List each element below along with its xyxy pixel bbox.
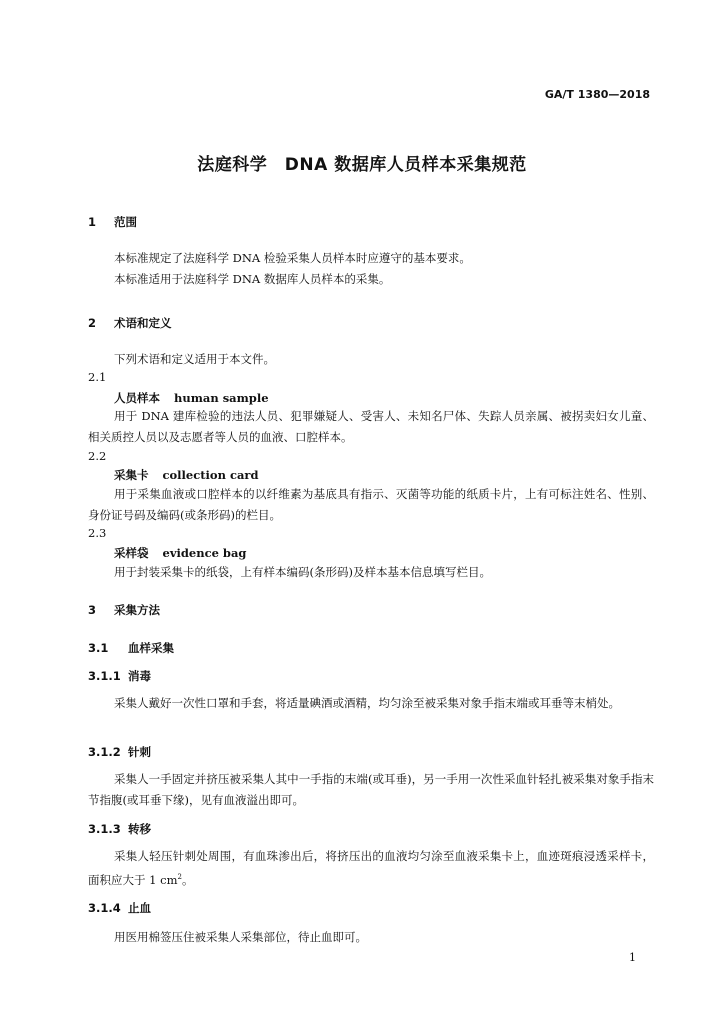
subsection-number: 3.1.1 xyxy=(88,669,121,683)
section-number: 2 xyxy=(88,316,97,330)
section-title: 范围 xyxy=(114,215,137,229)
subsection-number: 3.1.2 xyxy=(88,745,121,759)
subsection-number: 3.1.3 xyxy=(88,822,121,836)
superscript: 2 xyxy=(177,873,182,881)
subsection-3-1-3-heading xyxy=(88,821,151,837)
term-name xyxy=(114,545,246,561)
section-3-heading xyxy=(88,602,160,618)
subsection-3-1-1-heading xyxy=(88,668,151,684)
paragraph xyxy=(88,846,654,891)
term-name xyxy=(114,390,269,406)
subsection-3-1-heading xyxy=(88,640,174,656)
term-name xyxy=(114,467,259,483)
section-2-heading xyxy=(88,315,172,331)
term-number: 2.1 xyxy=(88,370,107,384)
subsection-title: 转移 xyxy=(128,822,151,836)
term-number: 2.3 xyxy=(88,526,107,540)
section-title: 术语和定义 xyxy=(114,316,172,330)
section-title: 采集方法 xyxy=(114,603,160,617)
page-number: 1 xyxy=(629,951,636,964)
term-definition: 用于封装采集卡的纸袋，上有样本编码(条形码)及样本基本信息填写栏目。 xyxy=(114,565,491,579)
term-en: human sample xyxy=(174,391,269,405)
term-zh: 人员样本 xyxy=(114,391,160,405)
term-zh: 采集卡 xyxy=(114,468,149,482)
subsection-3-1-2-heading xyxy=(88,744,151,760)
paragraph: 采集人戴好一次性口罩和手套，将适量碘酒或酒精，均匀涂至被采集对象手指末端或耳垂等末梢处。 xyxy=(114,696,620,710)
standard-number: GA/T 1380—2018 xyxy=(544,88,650,101)
subsection-number: 3.1.4 xyxy=(88,901,121,915)
section-number: 1 xyxy=(88,215,97,229)
subsection-number: 3.1 xyxy=(88,641,109,655)
term-zh: 采样袋 xyxy=(114,546,149,560)
term-en: collection card xyxy=(162,468,259,482)
subsection-3-1-4-heading xyxy=(88,900,151,916)
document-title: 法庭科学 DNA 数据库人员样本采集规范 xyxy=(197,155,527,175)
section-number: 3 xyxy=(88,603,97,617)
paragraph-text: 采集人轻压针刺处周围，有血珠渗出后，将挤压出的血液均匀涂至血液采集卡上，血迹斑痕浸透采样卡，面积应大于 1 cm xyxy=(88,849,654,887)
section-1-heading xyxy=(88,214,137,230)
paragraph: 采集人一手固定并挤压被采集人其中一手指的末端(或耳垂)，另一手用一次性采血针轻扎被采集对象手指末节指腹(或耳垂下缘)，见有血液溢出即可。 xyxy=(88,772,654,807)
subsection-title: 消毒 xyxy=(128,669,151,683)
paragraph-tail: 。 xyxy=(181,872,194,887)
term-number: 2.2 xyxy=(88,449,107,463)
term-definition: 用于采集血液或口腔样本的以纤维素为基底具有指示、灭菌等功能的纸质卡片，上有可标注姓名、性别、身份证号码及编码(或条形码)的栏目。 xyxy=(88,487,654,522)
term-definition: 用于 DNA 建库检验的违法人员、犯罪嫌疑人、受害人、未知名尸体、失踪人员亲属、被拐卖妇女儿童、相关质控人员以及志愿者等人员的血液、口腔样本。 xyxy=(88,409,654,444)
subsection-title: 血样采集 xyxy=(128,641,174,655)
term-en: evidence bag xyxy=(162,546,247,560)
subsection-title: 止血 xyxy=(128,901,151,915)
subsection-title: 针刺 xyxy=(128,745,151,759)
paragraph: 本标准规定了法庭科学 DNA 检验采集人员样本时应遵守的基本要求。 xyxy=(114,251,471,265)
paragraph: 用医用棉签压住被采集人采集部位，待止血即可。 xyxy=(114,930,367,944)
paragraph: 下列术语和定义适用于本文件。 xyxy=(114,352,275,366)
paragraph: 本标准适用于法庭科学 DNA 数据库人员样本的采集。 xyxy=(114,272,391,286)
